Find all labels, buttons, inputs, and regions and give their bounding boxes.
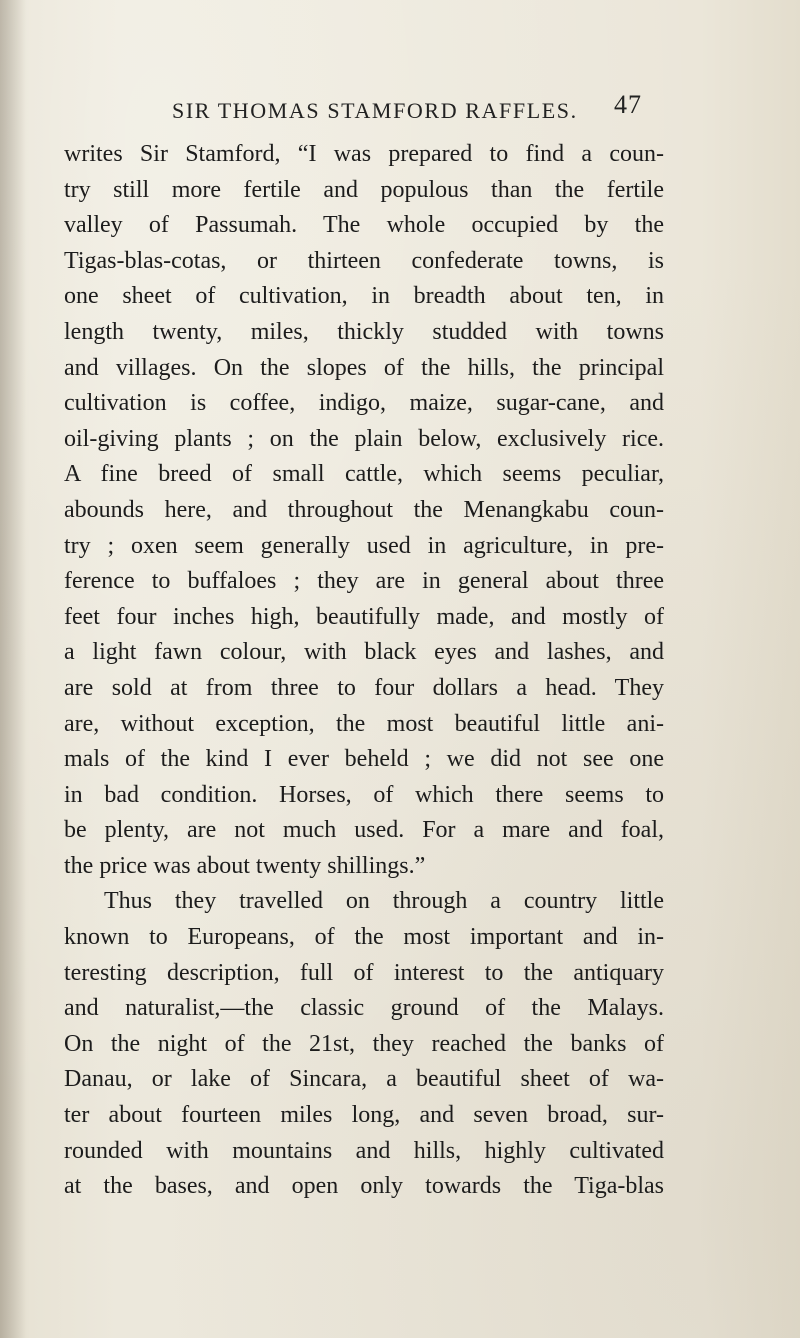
text-line: abounds here, and throughout the Menangkabu coun- [64,496,664,523]
text-line: be plenty, are not much used. For a mare and foal, [64,817,664,844]
text-line: try ; oxen seem generally used in agriculture, in pre- [64,532,664,559]
text-line: A fine breed of small cattle, which seems peculiar, [64,461,664,488]
text-line: are, without exception, the most beautiful little ani- [64,710,664,737]
paragraph-start-line: Thus they travelled on through a country little [104,888,664,915]
text-line: teresting description, full of interest to the antiquary [64,959,664,986]
body-text [64,137,664,1205]
page-gutter-shadow [0,0,26,1338]
running-head [172,92,662,128]
text-line: cultivation is coffee, indigo, maize, sugar-cane, and [64,390,664,417]
text-line: try still more fertile and populous than the fertile [64,176,664,203]
text-line: and naturalist,—the classic ground of the Malays. [64,995,664,1022]
text-line: valley of Passumah. The whole occupied by the [64,212,664,239]
text-line: writes Sir Stamford, “I was prepared to find a coun- [64,141,664,167]
text-line: in bad condition. Horses, of which there seems to [64,781,664,808]
text-line: a light fawn colour, with black eyes and lashes, and [64,639,664,666]
text-line: at the bases, and open only towards the Tiga-blas [64,1173,664,1200]
text-line: known to Europeans, of the most important and in- [64,924,664,951]
text-line: mals of the kind I ever beheld ; we did not see one [64,746,664,773]
text-line: On the night of the 21st, they reached the banks of [64,1030,664,1057]
text-line: are sold at from three to four dollars a head. They [64,674,664,701]
text-line: one sheet of cultivation, in breadth about ten, in [64,283,664,310]
text-line: ter about fourteen miles long, and seven broad, sur- [64,1102,664,1129]
text-line: rounded with mountains and hills, highly cultivated [64,1137,664,1164]
running-title: SIR THOMAS STAMFORD RAFFLES. [172,98,578,123]
text-line: ference to buffaloes ; they are in general about three [64,568,664,595]
text-line: Danau, or lake of Sincara, a beautiful sheet of wa- [64,1066,664,1093]
paragraph-end-line: the price was about twenty shillings.” [64,852,426,879]
text-line: length twenty, miles, thickly studded with towns [64,318,664,345]
text-line: feet four inches high, beautifully made, and mostly of [64,603,664,630]
page-number: 47 [614,90,642,119]
text-line: Tigas-blas-cotas, or thirteen confederate towns, is [64,247,664,274]
text-line: oil-giving plants ; on the plain below, exclusively rice. [64,425,664,452]
text-line: and villages. On the slopes of the hills, the principal [64,354,664,381]
